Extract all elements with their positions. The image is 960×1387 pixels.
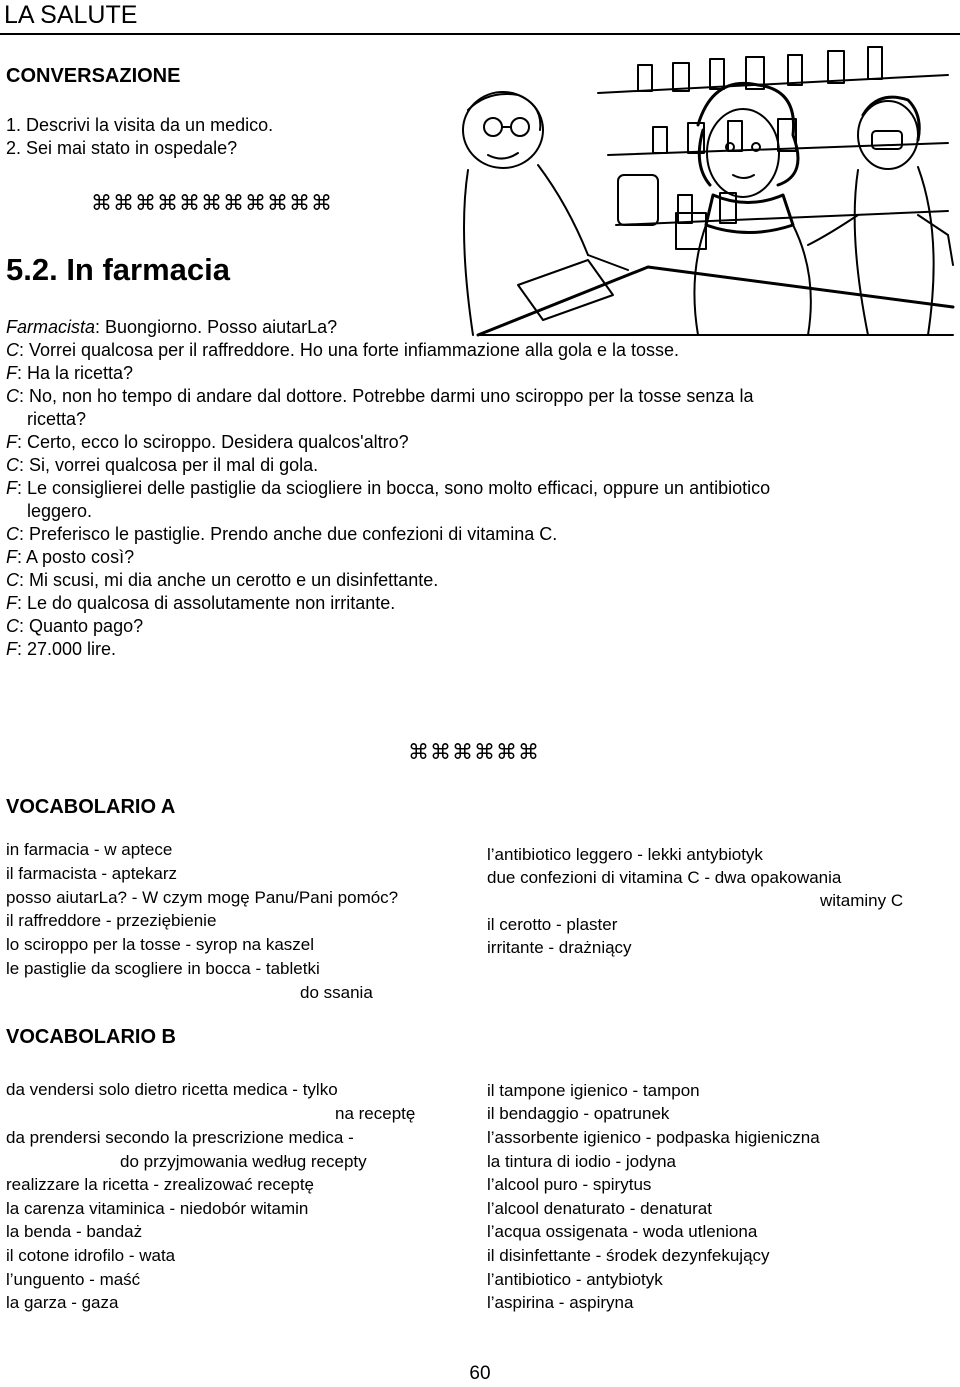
dialogue-line (6, 546, 956, 569)
vocab-b-item: il disinfettante - środek dezynfekujący (487, 1246, 770, 1265)
dialogue-line (6, 592, 956, 615)
speaker-label: C (6, 616, 19, 636)
dialogue-continuation: ricetta? (27, 409, 87, 429)
speaker-label: C (6, 570, 19, 590)
vocab-b-heading: VOCABOLARIO B (6, 1026, 176, 1048)
page-number: 60 (469, 1363, 491, 1384)
dialogue-text: : A posto così? (17, 547, 135, 567)
dialogue-line (6, 523, 956, 546)
vocab-b-item: l’alcool puro - spirytus (487, 1175, 652, 1194)
speaker-label: C (6, 455, 19, 475)
dialogue-text: : Buongiorno. Posso aiutarLa? (95, 317, 338, 337)
vocab-a-item: il raffreddore - przeziębienie (6, 911, 217, 930)
dialogue-text: : Ha la ricetta? (17, 363, 134, 383)
vocab-b-item: la benda - bandaż (6, 1222, 143, 1241)
speaker-label: F (6, 363, 17, 383)
dialogue-continuation: leggero. (27, 501, 93, 521)
vocab-a-item-continuation: do ssania (300, 983, 373, 1002)
vocab-b-item: da prendersi secondo la prescrizione medica - (6, 1128, 354, 1147)
dialogue-text: : Si, vorrei qualcosa per il mal di gola. (19, 455, 319, 475)
speaker-label: F (6, 593, 17, 613)
vocab-a-item: il cerotto - plaster (487, 915, 618, 934)
dialogue-text: : Certo, ecco lo sciroppo. Desidera qualcos'altro? (17, 432, 409, 452)
vocab-b-item: da vendersi solo dietro ricetta medica - tylko (6, 1080, 338, 1099)
page-header-title: LA SALUTE (4, 1, 138, 29)
vocab-b-item: l’alcool denaturato - denaturat (487, 1199, 712, 1218)
pharmacy-illustration (448, 35, 955, 353)
decorative-symbol-row: ⌘⌘⌘⌘⌘⌘ (408, 740, 540, 764)
dialogue-line (6, 477, 956, 500)
decorative-symbol-row: ⌘⌘⌘⌘⌘⌘⌘⌘⌘⌘⌘ (91, 191, 333, 215)
vocab-a-item: il farmacista - aptekarz (6, 864, 177, 883)
speaker-label: C (6, 340, 19, 360)
dialogue-text: : 27.000 lire. (17, 639, 117, 659)
vocab-b-item: l’acqua ossigenata - woda utleniona (487, 1222, 758, 1241)
dialogue-text: : Preferisco le pastiglie. Prendo anche due confezioni di vitamina C. (19, 524, 558, 544)
vocab-b-item: realizzare la ricetta - zrealizować receptę (6, 1175, 315, 1194)
speaker-label: F (6, 639, 17, 659)
dialogue-line (6, 569, 956, 592)
section-title: 5.2. In farmacia (6, 252, 231, 287)
dialogue-text: : Quanto pago? (19, 616, 144, 636)
vocab-a-item: le pastiglie da scogliere in bocca - tabletki (6, 959, 320, 978)
vocab-b-item: il cotone idrofilo - wata (6, 1246, 176, 1265)
dialogue-text: : Vorrei qualcosa per il raffreddore. Ho una forte infiammazione alla gola e la tosse. (19, 340, 680, 360)
dialogue-line (6, 385, 956, 408)
dialogue-line (6, 362, 956, 385)
vocab-a-item: due confezioni di vitamina C - dwa opakowania (487, 868, 842, 887)
vocab-a-item: irritante - drażniący (487, 938, 632, 957)
speaker-label: C (6, 386, 19, 406)
speaker-label: F (6, 547, 17, 567)
vocab-b-item: il bendaggio - opatrunek (487, 1104, 670, 1123)
speaker-label: C (6, 524, 19, 544)
dialogue-text: : Le consiglierei delle pastiglie da sciogliere in bocca, sono molto efficaci, oppure un antibiotico (17, 478, 771, 498)
speaker-label: F (6, 478, 17, 498)
vocab-b-item: la carenza vitaminica - niedobór witamin (6, 1199, 309, 1218)
vocab-a-item: posso aiutarLa? - W czym mogę Panu/Pani pomóc? (6, 888, 399, 907)
dialogue-text: : Le do qualcosa di assolutamente non irritante. (17, 593, 396, 613)
dialogue-line (6, 454, 956, 477)
vocab-b-item: la garza - gaza (6, 1293, 119, 1312)
dialogue-line (6, 316, 956, 339)
vocab-b-item: l’assorbente igienico - podpaska higieniczna (487, 1128, 820, 1147)
dialogue (6, 316, 956, 661)
dialogue-line (6, 339, 956, 362)
dialogue-line (6, 615, 956, 638)
vocab-a-heading: VOCABOLARIO A (6, 796, 176, 818)
vocab-a-item: lo sciroppo per la tosse - syrop na kaszel (6, 935, 315, 954)
vocab-b-item-continuation: do przyjmowania według recepty (120, 1152, 367, 1171)
vocab-b-item-continuation: na receptę (335, 1104, 416, 1123)
vocab-b-item: il tampone igienico - tampon (487, 1081, 700, 1100)
conversazione-item-2: 2. Sei mai stato in ospedale? (6, 138, 238, 158)
conversazione-heading: CONVERSAZIONE (6, 65, 181, 87)
dialogue-text: : No, non ho tempo di andare dal dottore. Potrebbe darmi uno sciroppo per la tosse senza la (19, 386, 754, 406)
dialogue-line (6, 638, 956, 661)
speaker-label: Farmacista (6, 317, 96, 337)
conversazione-item-1: 1. Descrivi la visita da un medico. (6, 115, 274, 135)
vocab-a-item: in farmacia - w aptece (6, 840, 173, 859)
vocab-a-item-continuation: witaminy C (820, 891, 904, 910)
vocab-b-item: l’aspirina - aspiryna (487, 1293, 634, 1312)
dialogue-line (6, 431, 956, 454)
vocab-a-item: l’antibiotico leggero - lekki antybiotyk (487, 845, 763, 864)
dialogue-text: : Mi scusi, mi dia anche un cerotto e un disinfettante. (19, 570, 439, 590)
vocab-b-item: l’unguento - maść (6, 1270, 141, 1289)
vocab-b-item: la tintura di iodio - jodyna (487, 1152, 677, 1171)
vocab-b-item: l’antibiotico - antybiotyk (487, 1270, 663, 1289)
speaker-label: F (6, 432, 17, 452)
